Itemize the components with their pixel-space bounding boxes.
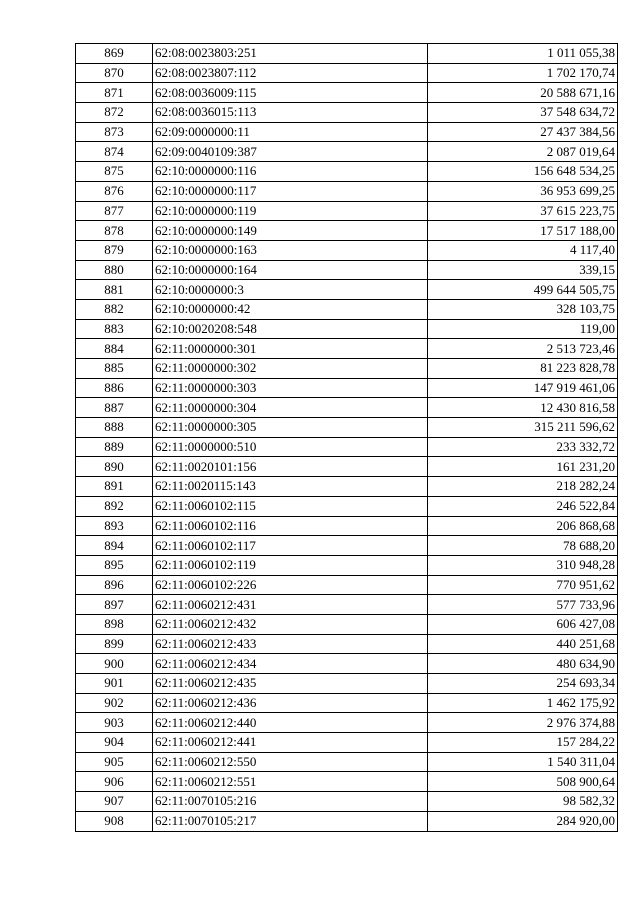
value-cell: 480 634,90: [428, 654, 618, 674]
table-row: [76, 536, 618, 556]
value-cell: 2 513 723,46: [428, 339, 618, 359]
table-row: [76, 752, 618, 772]
table-row: [76, 516, 618, 536]
row-number-cell: 900: [76, 654, 153, 674]
row-number-cell: 907: [76, 792, 153, 812]
cadastral-number-cell: 62:11:0000000:303: [153, 378, 428, 398]
cadastral-number-cell: 62:11:0000000:302: [153, 359, 428, 379]
row-number-cell: 903: [76, 713, 153, 733]
cadastral-number-cell: 62:10:0000000:117: [153, 181, 428, 201]
table-row: [76, 674, 618, 694]
cadastral-number-cell: 62:08:0036009:115: [153, 83, 428, 103]
cadastral-number-cell: 62:11:0000000:301: [153, 339, 428, 359]
row-number-cell: 905: [76, 752, 153, 772]
table-row: [76, 201, 618, 221]
cadastral-number-cell: 62:11:0060212:436: [153, 693, 428, 713]
row-number-cell: 872: [76, 103, 153, 123]
row-number-cell: 894: [76, 536, 153, 556]
cadastral-number-cell: 62:10:0000000:3: [153, 280, 428, 300]
value-cell: 315 211 596,62: [428, 418, 618, 438]
cadastral-number-cell: 62:11:0060212:432: [153, 614, 428, 634]
table-row: [76, 733, 618, 753]
table-row: [76, 240, 618, 260]
table-row: [76, 595, 618, 615]
document-table-container: [75, 43, 618, 832]
cadastral-value-table: [75, 43, 618, 832]
table-row: [76, 811, 618, 831]
value-cell: 37 615 223,75: [428, 201, 618, 221]
cadastral-number-cell: 62:11:0060102:226: [153, 575, 428, 595]
row-number-cell: 889: [76, 437, 153, 457]
table-body: [76, 44, 618, 832]
cadastral-number-cell: 62:11:0060212:550: [153, 752, 428, 772]
table-row: [76, 398, 618, 418]
value-cell: 339,15: [428, 260, 618, 280]
value-cell: 246 522,84: [428, 496, 618, 516]
table-row: [76, 280, 618, 300]
table-row: [76, 378, 618, 398]
cadastral-number-cell: 62:11:0020101:156: [153, 457, 428, 477]
value-cell: 233 332,72: [428, 437, 618, 457]
value-cell: 12 430 816,58: [428, 398, 618, 418]
value-cell: 1 011 055,38: [428, 44, 618, 64]
row-number-cell: 869: [76, 44, 153, 64]
table-row: [76, 614, 618, 634]
cadastral-number-cell: 62:08:0036015:113: [153, 103, 428, 123]
value-cell: 206 868,68: [428, 516, 618, 536]
cadastral-number-cell: 62:11:0060212:434: [153, 654, 428, 674]
value-cell: 119,00: [428, 319, 618, 339]
value-cell: 1 462 175,92: [428, 693, 618, 713]
row-number-cell: 884: [76, 339, 153, 359]
table-row: [76, 181, 618, 201]
value-cell: 81 223 828,78: [428, 359, 618, 379]
cadastral-number-cell: 62:11:0000000:305: [153, 418, 428, 438]
cadastral-number-cell: 62:11:0060212:551: [153, 772, 428, 792]
cadastral-number-cell: 62:08:0023807:112: [153, 63, 428, 83]
cadastral-number-cell: 62:11:0070105:217: [153, 811, 428, 831]
value-cell: 78 688,20: [428, 536, 618, 556]
row-number-cell: 887: [76, 398, 153, 418]
value-cell: 328 103,75: [428, 299, 618, 319]
table-row: [76, 339, 618, 359]
value-cell: 2 087 019,64: [428, 142, 618, 162]
cadastral-number-cell: 62:10:0000000:164: [153, 260, 428, 280]
value-cell: 27 437 384,56: [428, 122, 618, 142]
row-number-cell: 906: [76, 772, 153, 792]
row-number-cell: 902: [76, 693, 153, 713]
value-cell: 1 702 170,74: [428, 63, 618, 83]
table-row: [76, 457, 618, 477]
cadastral-number-cell: 62:10:0000000:119: [153, 201, 428, 221]
value-cell: 284 920,00: [428, 811, 618, 831]
table-row: [76, 772, 618, 792]
value-cell: 1 540 311,04: [428, 752, 618, 772]
value-cell: 440 251,68: [428, 634, 618, 654]
cadastral-number-cell: 62:10:0000000:116: [153, 162, 428, 182]
value-cell: 2 976 374,88: [428, 713, 618, 733]
row-number-cell: 901: [76, 674, 153, 694]
row-number-cell: 904: [76, 733, 153, 753]
row-number-cell: 891: [76, 477, 153, 497]
row-number-cell: 899: [76, 634, 153, 654]
value-cell: 161 231,20: [428, 457, 618, 477]
cadastral-number-cell: 62:10:0000000:163: [153, 240, 428, 260]
table-row: [76, 693, 618, 713]
row-number-cell: 879: [76, 240, 153, 260]
table-row: [76, 437, 618, 457]
value-cell: 37 548 634,72: [428, 103, 618, 123]
cadastral-number-cell: 62:11:0060212:435: [153, 674, 428, 694]
cadastral-number-cell: 62:11:0060102:117: [153, 536, 428, 556]
row-number-cell: 908: [76, 811, 153, 831]
cadastral-number-cell: 62:11:0060102:119: [153, 555, 428, 575]
table-row: [76, 299, 618, 319]
value-cell: 499 644 505,75: [428, 280, 618, 300]
row-number-cell: 875: [76, 162, 153, 182]
row-number-cell: 880: [76, 260, 153, 280]
cadastral-number-cell: 62:10:0000000:149: [153, 221, 428, 241]
value-cell: 36 953 699,25: [428, 181, 618, 201]
table-row: [76, 555, 618, 575]
cadastral-number-cell: 62:10:0020208:548: [153, 319, 428, 339]
value-cell: 4 117,40: [428, 240, 618, 260]
cadastral-number-cell: 62:09:0000000:11: [153, 122, 428, 142]
cadastral-number-cell: 62:11:0070105:216: [153, 792, 428, 812]
row-number-cell: 874: [76, 142, 153, 162]
table-row: [76, 44, 618, 64]
row-number-cell: 878: [76, 221, 153, 241]
row-number-cell: 873: [76, 122, 153, 142]
row-number-cell: 898: [76, 614, 153, 634]
cadastral-number-cell: 62:11:0060212:441: [153, 733, 428, 753]
row-number-cell: 876: [76, 181, 153, 201]
cadastral-number-cell: 62:10:0000000:42: [153, 299, 428, 319]
cadastral-number-cell: 62:11:0060212:431: [153, 595, 428, 615]
table-row: [76, 634, 618, 654]
cadastral-number-cell: 62:09:0040109:387: [153, 142, 428, 162]
value-cell: 770 951,62: [428, 575, 618, 595]
table-row: [76, 142, 618, 162]
table-row: [76, 496, 618, 516]
row-number-cell: 895: [76, 555, 153, 575]
table-row: [76, 654, 618, 674]
value-cell: 156 648 534,25: [428, 162, 618, 182]
table-row: [76, 221, 618, 241]
row-number-cell: 888: [76, 418, 153, 438]
row-number-cell: 893: [76, 516, 153, 536]
row-number-cell: 870: [76, 63, 153, 83]
row-number-cell: 890: [76, 457, 153, 477]
cadastral-number-cell: 62:11:0020115:143: [153, 477, 428, 497]
table-row: [76, 359, 618, 379]
value-cell: 254 693,34: [428, 674, 618, 694]
value-cell: 218 282,24: [428, 477, 618, 497]
value-cell: 20 588 671,16: [428, 83, 618, 103]
table-row: [76, 162, 618, 182]
table-row: [76, 103, 618, 123]
row-number-cell: 882: [76, 299, 153, 319]
cadastral-number-cell: 62:11:0060212:440: [153, 713, 428, 733]
value-cell: 577 733,96: [428, 595, 618, 615]
row-number-cell: 886: [76, 378, 153, 398]
cadastral-number-cell: 62:11:0000000:304: [153, 398, 428, 418]
table-row: [76, 792, 618, 812]
row-number-cell: 885: [76, 359, 153, 379]
value-cell: 508 900,64: [428, 772, 618, 792]
value-cell: 310 948,28: [428, 555, 618, 575]
row-number-cell: 877: [76, 201, 153, 221]
value-cell: 606 427,08: [428, 614, 618, 634]
table-row: [76, 418, 618, 438]
table-row: [76, 575, 618, 595]
table-row: [76, 477, 618, 497]
value-cell: 17 517 188,00: [428, 221, 618, 241]
value-cell: 98 582,32: [428, 792, 618, 812]
table-row: [76, 260, 618, 280]
table-row: [76, 122, 618, 142]
row-number-cell: 883: [76, 319, 153, 339]
cadastral-number-cell: 62:11:0000000:510: [153, 437, 428, 457]
row-number-cell: 871: [76, 83, 153, 103]
cadastral-number-cell: 62:11:0060212:433: [153, 634, 428, 654]
cadastral-number-cell: 62:08:0023803:251: [153, 44, 428, 64]
value-cell: 157 284,22: [428, 733, 618, 753]
row-number-cell: 896: [76, 575, 153, 595]
table-row: [76, 83, 618, 103]
table-row: [76, 713, 618, 733]
row-number-cell: 892: [76, 496, 153, 516]
row-number-cell: 881: [76, 280, 153, 300]
cadastral-number-cell: 62:11:0060102:116: [153, 516, 428, 536]
row-number-cell: 897: [76, 595, 153, 615]
table-row: [76, 319, 618, 339]
table-row: [76, 63, 618, 83]
value-cell: 147 919 461,06: [428, 378, 618, 398]
cadastral-number-cell: 62:11:0060102:115: [153, 496, 428, 516]
